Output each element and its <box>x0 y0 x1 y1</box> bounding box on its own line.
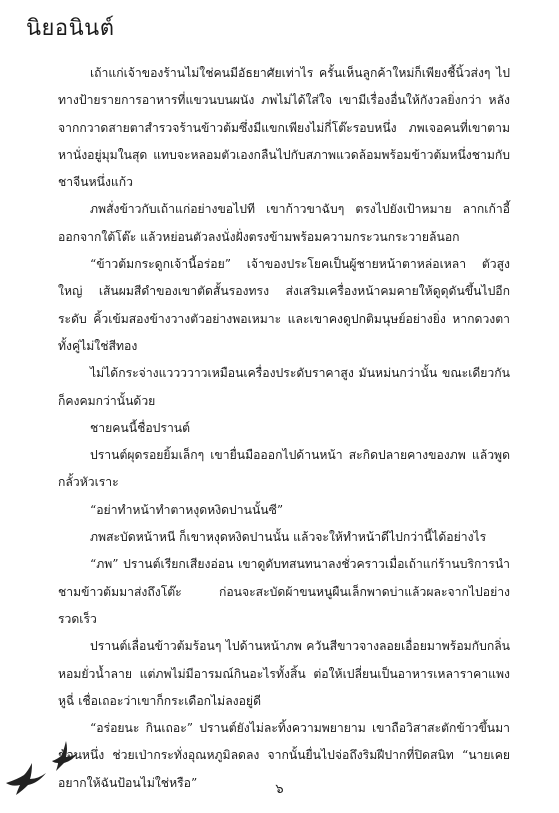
paragraph: “อย่าทำหน้าทำตาหงุดหงิดปานนั้นซี” <box>90 502 284 517</box>
paragraph: “ข้าวต้มกระดูกเจ้านี้อร่อย” เจ้าของประโยคเป็นผู้ชายหน้าตาหล่อเหลา ตัวสูงใหญ่ เส้นผมสีดำของเขาตัดสั้นรองทรง ส่งเสริมเครื่องหน้าคมคายให้ดูดุดันขึ้นไปอีกระดับ คิ้วเข้มสองข้างวางตัวอย่างพอเหมาะ และเขาคงดูปกติมนุษย์อย่างยิ่ง หากดวงตาทั้งคู่ไม่ใช่สีทอง <box>58 257 510 353</box>
paragraph: ภพสะบัดหน้าหนี ก็เขาหงุดหงิดปานนั้น แล้วจะให้ทำหน้าดีไปกว่านี้ได้อย่างไร <box>90 530 487 545</box>
page-number: ๖ <box>275 782 284 797</box>
paragraph: “อร่อยนะ กินเถอะ” ปรานต์ยังไม่ละทิ้งความพยายาม เขาถือวิสาสะตักข้าวขึ้นมาช้อนหนึ่ง ช่วยเป่ากระทั่งอุณหภูมิลดลง จากนั้นยื่นไปจ่อถึงริมฝีปากที่ปิดสนิท “นายเคยอยากให้ฉันป้อนไม่ใช่หรือ” <box>58 721 510 790</box>
paragraph: เถ้าแก่เจ้าของร้านไม่ใช่คนมีอัธยาศัยเท่าไร ครั้นเห็นลูกค้าใหม่ก็เพียงชี้นิ้วส่งๆ ไปทางป้ายรายการอาหารที่แขวนบนผนัง ภพไม่ได้ใส่ใจ เขามีเรื่องอื่นให้กังวลยิ่งกว่า หลังจากกวาดสายตาสำรวจร้านข้าวต้มซึ่งมีแขกเพียงไม่กี่โต๊ะรอบหนึ่ง ภพเจอคนที่เขาตามหานั่งอยู่มุมในสุด แทบจะหลอมตัวเองกลืนไปกับสภาพแวดล้อมพร้อมข้าวต้มหนึ่งชามกับชาจีนหนึ่งแก้ว <box>58 66 510 190</box>
document-body <box>58 60 510 797</box>
paragraph: “ภพ” ปรานต์เรียกเสียงอ่อน เขาดูดับทสนทนาลงชั่วคราวเมื่อเถ้าแก่ร้านบริการนำชามข้าวต้มมาส่งถึงโต๊ะ ก่อนจะสะบัดผ้าขนหนูผืนเล็กพาดบ่าแล้วผละจากไปอย่างรวดเร็ว <box>58 557 510 626</box>
paragraph: ภพสั่งข้าวกับเถ้าแก่อย่างขอไปที เขาก้าวขาฉับๆ ตรงไปยังเป้าหมาย ลากเก้าอี้ออกจากใต้โต๊ะ แล้วหย่อนตัวลงนั่งฝั่งตรงข้ามพร้อมความกระวนกระวายล้นอก <box>58 202 510 244</box>
book-title-header: นิยอนินต์ <box>26 16 115 41</box>
paragraph: ปรานต์ผุดรอยยิ้มเล็กๆ เขายื่นมือออกไปด้านหน้า สะกิดปลายคางของภพ แล้วพูดกลั้วหัวเราะ <box>58 448 510 490</box>
paragraph: ปรานต์เลื่อนข้าวต้มร้อนๆ ไปด้านหน้าภพ ควันสีขาวจางลอยเอื่อยมาพร้อมกับกลิ่นหอมยั่วน้ำลาย แต่ภพไม่มีอารมณ์กินอะไรทั้งสิ้น ต่อให้เปลี่ยนเป็นอาหารเหลาราคาแพงหูฉี่ เชื่อเถอะว่าเขาก็กระเดือกไม่ลงอยู่ดี <box>58 639 510 708</box>
paragraph: ชายคนนี้ชื่อปรานต์ <box>90 420 191 435</box>
paragraph: ไม่ได้กระจ่างแววววาวเหมือนเครื่องประดับราคาสูง มันหม่นกว่านั้น ขณะเดียวกันก็คงคมกว่านั้นด้วย <box>58 366 510 408</box>
